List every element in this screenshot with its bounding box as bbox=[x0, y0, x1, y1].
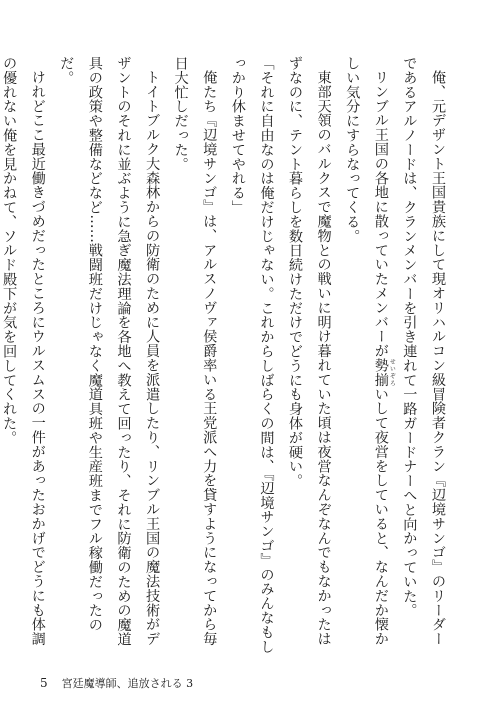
paragraph-5: 俺たち『辺境サンゴ』は、アルスノヴァ侯爵率いる王党派へ力を貸すようになってから毎日大忙しだった。 bbox=[172, 56, 218, 647]
page-footer bbox=[40, 675, 193, 691]
vertical-text-body bbox=[0, 56, 452, 654]
paragraph-2-text-before-ruby: リンブル王国の各地に散っていたメンバーが bbox=[372, 70, 389, 359]
ruby-reading: せいぞろ bbox=[388, 358, 396, 387]
paragraph-7: けれどここ最近働きづめだったところにウルスムスの一件があったおかげでどうにも体調の優れない俺を見かねて、ソルド殿下が気を回してくれた。 bbox=[1, 56, 46, 647]
running-title: 宮廷魔導師、追放される 3 bbox=[61, 677, 194, 690]
paragraph-2 bbox=[338, 56, 395, 654]
paragraph-2-text-after-ruby: いして夜営をしていると、なんだか懐かしい気分にすらなってくる。 bbox=[344, 56, 389, 647]
ruby-base: 勢揃 bbox=[372, 358, 389, 387]
paragraph-3: 東部天領のバルクスで魔物との戦いに明け暮れていた頃は夜営なんぞなんでもなかったはずなのに、テント暮らしを数日続けただけでどうにも身体が硬い。 bbox=[287, 56, 332, 647]
paragraph-4-dialog: 「それに自由なのは俺だけじゃない。これからしばらくの間は、『辺境サンゴ』のみんなもしっかり休ませてやれる」 bbox=[229, 56, 275, 654]
page-number: 5 bbox=[40, 676, 48, 690]
ruby-annotation bbox=[372, 358, 396, 387]
paragraph-1: 俺、元デザント王国貴族にして現オリハルコン級冒険者クラン『辺境サンゴ』のリーダーであるアルノードは、クランメンバーを引き連れて一路ガードナーへと向かっていた。 bbox=[401, 56, 446, 647]
paragraph-6: トイトブルク大森林からの防衛のために人員を派遣したり、リンブル王国の魔法技術がデザントのそれに並ぶように急ぎ魔法理論を各地へ教えて回ったり、それに防衛のための魔道具の政策や整備などなど……戦闘班だけじゃなく魔道具班や生産班までフル稼働だったのだ。 bbox=[58, 56, 161, 647]
